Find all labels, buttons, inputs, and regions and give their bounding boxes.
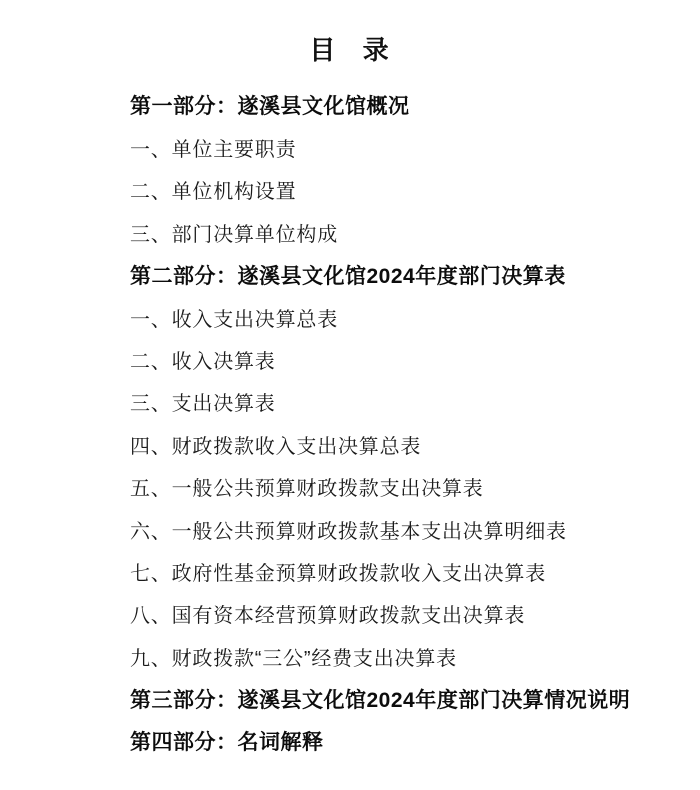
toc-item-1-3: 三、部门决算单位构成 — [130, 223, 338, 246]
toc-item-2-3: 三、支出决算表 — [130, 393, 276, 416]
toc-item-2-9: 九、财政拨款“三公”经费支出决算表 — [130, 647, 457, 670]
toc-item-2-8: 八、国有资本经营预算财政拨款支出决算表 — [130, 605, 526, 628]
toc-item-2-6: 六、一般公共预算财政拨款基本支出决算明细表 — [130, 520, 567, 543]
toc-heading-part-3: 第三部分：遂溪县文化馆2024年度部门决算情况说明 — [130, 688, 631, 712]
toc-item-2-7: 七、政府性基金预算财政拨款收入支出决算表 — [130, 562, 546, 585]
toc-item-1-1: 一、单位主要职责 — [130, 139, 297, 162]
toc-item-2-2: 二、收入决算表 — [130, 351, 276, 374]
toc-item-2-4: 四、财政拨款收入支出决算总表 — [130, 435, 422, 458]
toc-title: 目 录 — [309, 35, 391, 65]
toc-heading-part-4: 第四部分：名词解释 — [130, 731, 324, 755]
toc-heading-part-2: 第二部分：遂溪县文化馆2024年度部门决算表 — [130, 264, 566, 288]
toc-item-2-5: 五、一般公共预算财政拨款支出决算表 — [130, 478, 484, 501]
toc-heading-part-1: 第一部分：遂溪县文化馆概况 — [130, 95, 410, 119]
toc-item-1-2: 二、单位机构设置 — [130, 181, 297, 204]
toc-list — [0, 84, 700, 762]
toc-item-2-1: 一、收入支出决算总表 — [130, 308, 338, 331]
